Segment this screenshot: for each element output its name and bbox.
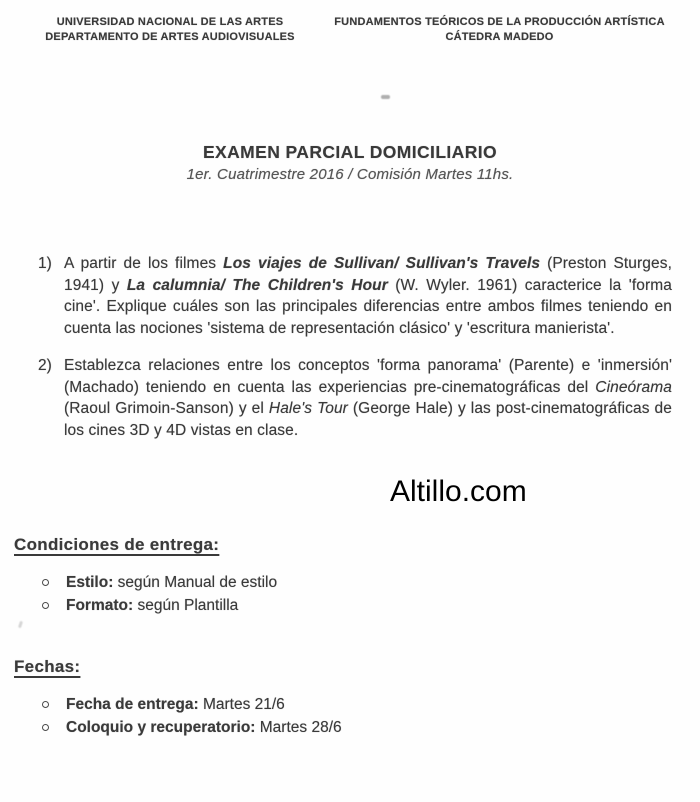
text-segment: Cineórama	[595, 378, 672, 396]
item-label: Fecha de entrega:	[66, 696, 199, 713]
exam-subtitle: 1er. Cuatrimestre 2016 / Comisión Martes 11hs.	[186, 166, 514, 183]
text-segment: (Raoul Grimoin-Sanson) y el	[64, 400, 269, 417]
department-name: DEPARTAMENTO DE ARTES AUDIOVISUALES	[45, 31, 295, 43]
list-item	[0, 571, 700, 594]
question-number: 1)	[38, 255, 52, 272]
text-segment: (George Hale) y las post-cinematográficas de los cines 3D y 4D vistas en clase.	[64, 400, 672, 439]
item-label: Coloquio y recuperatorio:	[66, 719, 256, 736]
question-2	[38, 355, 672, 441]
university-name: UNIVERSIDAD NACIONAL DE LAS ARTES	[56, 16, 284, 28]
bullet-icon	[42, 579, 49, 586]
item-label: Estilo:	[66, 574, 114, 591]
text-segment: Establezca relaciones entre los conceptos 'forma panorama' (Parente) e 'inmersión' (Machado) teniendo en cuenta las experiencias pre-cinematográficas del	[64, 357, 672, 396]
list-item	[0, 594, 700, 617]
text-segment: (Preston Sturges, 1941) y	[64, 255, 672, 294]
question-1	[38, 253, 672, 339]
item-text: según Manual de estilo	[113, 574, 278, 591]
questions-list	[0, 253, 700, 441]
course-name: FUNDAMENTOS TEÓRICOS DE LA PRODUCCIÓN ARTÍSTICA	[334, 16, 665, 28]
altillo-watermark: Altillo.com	[390, 475, 527, 508]
list-item	[0, 716, 700, 739]
item-text: según Plantilla	[133, 597, 239, 614]
bullet-icon	[42, 701, 49, 708]
scan-artifact	[381, 95, 390, 99]
item-text: Martes 28/6	[255, 719, 342, 736]
text-segment: (W. Wyler. 1961) caracterice la 'forma cine'. Explique cuáles son las principales diferencias entre ambos filmes teniendo en cuenta las nociones 'sistema de representación clásico' y 'escritura manierista'.	[64, 276, 672, 337]
section-heading: Fechas:	[14, 657, 81, 676]
header-course-block	[317, 15, 682, 45]
bullet-icon	[42, 602, 49, 609]
text-segment: A partir de los filmes	[64, 255, 224, 272]
text-segment: Los viajes de Sullivan/ Sullivan's Travels	[223, 255, 541, 272]
question-text	[64, 355, 672, 441]
list-item	[0, 693, 700, 716]
section-condiciones	[0, 535, 700, 617]
text-segment: La calumnia/ The Children's Hour	[126, 276, 388, 294]
page-header	[0, 0, 700, 45]
question-text	[64, 253, 672, 339]
header-university-block	[30, 15, 310, 45]
section-heading: Condiciones de entrega:	[14, 535, 220, 554]
bullet-list	[0, 693, 700, 739]
item-text: Martes 21/6	[198, 696, 285, 713]
section-fechas	[0, 657, 700, 739]
bullet-icon	[42, 724, 49, 731]
exam-title: EXAMEN PARCIAL DOMICILIARIO	[202, 142, 498, 162]
question-number: 2)	[38, 357, 52, 374]
bullet-list	[0, 571, 700, 617]
text-segment: Hale's Tour	[268, 400, 348, 417]
scan-artifact	[18, 621, 23, 629]
item-label: Formato:	[66, 597, 134, 614]
catedra-name: CÁTEDRA MADEDO	[445, 31, 554, 43]
title-block	[0, 141, 700, 187]
